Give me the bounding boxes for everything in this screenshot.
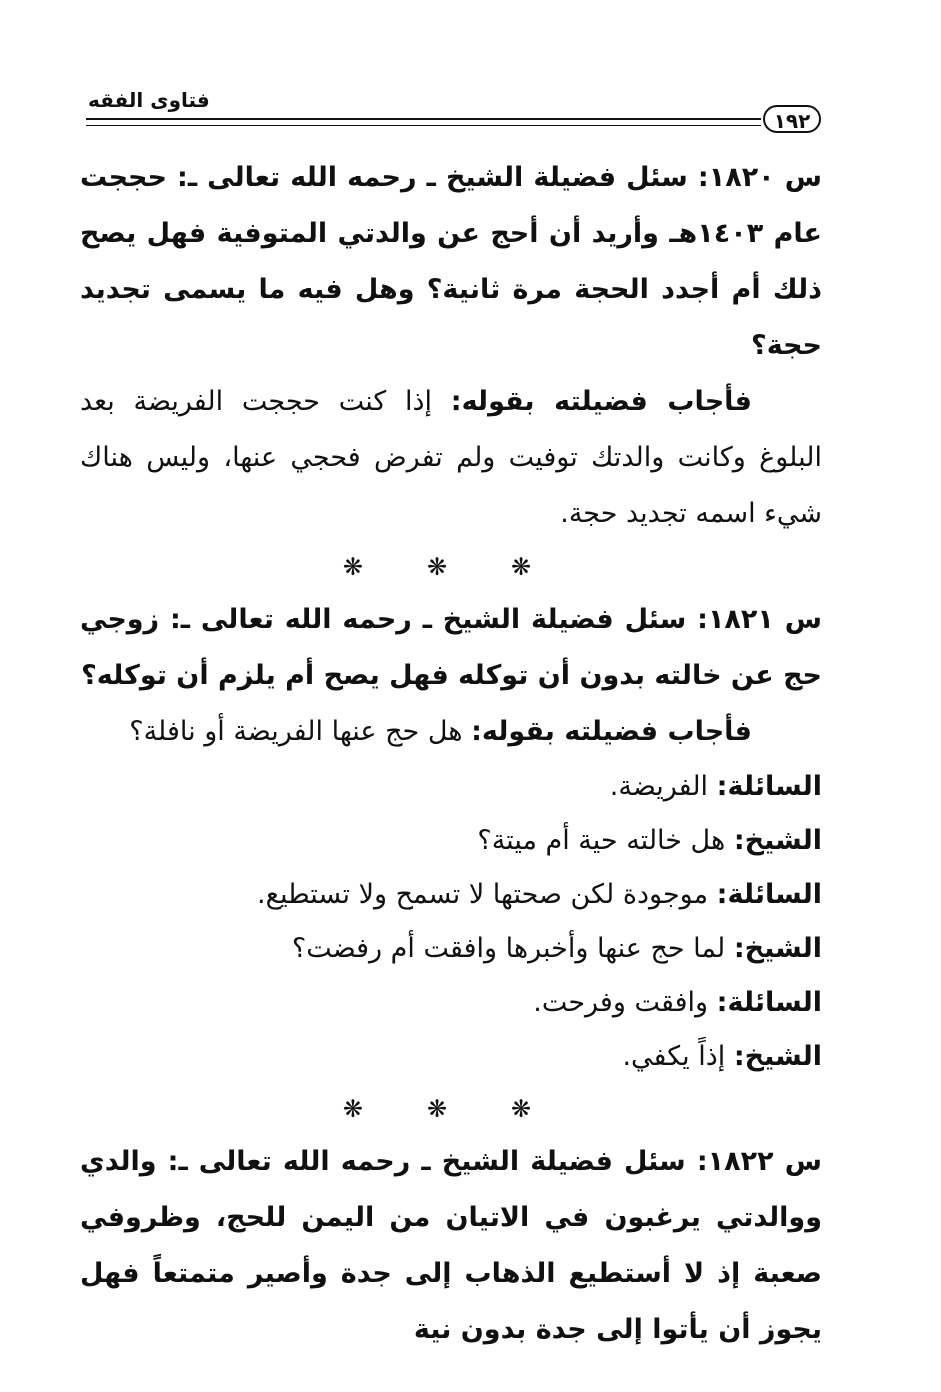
answer-1820 <box>80 374 822 542</box>
question-label: س ١٨٢٢: <box>696 1146 822 1177</box>
dialog-text: لما حج عنها وأخبرها وافقت أم رفضت؟ <box>291 933 726 964</box>
page-body <box>80 150 822 1358</box>
section-separator <box>80 542 822 592</box>
question-1821 <box>80 592 822 704</box>
speaker: الشيخ: <box>733 1041 822 1072</box>
dialog <box>80 760 822 1084</box>
answer-lead: فأجاب فضيلته بقوله: <box>450 386 752 417</box>
question-1822 <box>80 1134 822 1358</box>
dialog-text: هل خالته حية أم ميتة؟ <box>477 825 726 856</box>
running-header <box>86 88 821 138</box>
question-label: س ١٨٢٠: <box>697 162 822 193</box>
speaker: السائلة: <box>716 771 822 802</box>
dialog-line <box>80 760 822 814</box>
speaker: الشيخ: <box>733 933 822 964</box>
dialog-line <box>80 976 822 1030</box>
section-separator <box>80 1084 822 1134</box>
dialog-line <box>80 868 822 922</box>
dialog-line <box>80 814 822 868</box>
book-title: فتاوى الفقه <box>88 88 210 112</box>
page-number: ١٩٢ <box>763 105 821 133</box>
dialog-line <box>80 922 822 976</box>
star-ornament: ❋ <box>426 553 476 581</box>
answer-1821 <box>80 704 822 760</box>
header-rule <box>86 118 761 126</box>
answer-text: هل حج عنها الفريضة أو نافلة؟ <box>129 716 463 747</box>
question-text: سئل فضيلة الشيخ ـ رحمه الله تعالى ـ: حججت عام ١٤٠٣هـ وأريد أن أحج عن والدتي المتوفية فهل يصح ذلك أم أجدد الحجة مرة ثانية؟ وهل فيه ما يسمى تجديد حجة؟ <box>80 162 822 361</box>
star-ornament: ❋ <box>342 1095 391 1123</box>
dialog-text: موجودة لكن صحتها لا تسمح ولا تستطيع. <box>257 879 709 910</box>
speaker: السائلة: <box>716 879 822 910</box>
speaker: الشيخ: <box>733 825 822 856</box>
star-ornament: ❋ <box>426 1095 476 1123</box>
answer-lead: فأجاب فضيلته بقوله: <box>471 716 752 747</box>
question-1820 <box>80 150 822 374</box>
dialog-text: الفريضة. <box>609 771 709 802</box>
dialog-line <box>80 1030 822 1084</box>
star-ornament: ❋ <box>511 1095 560 1123</box>
question-text: سئل فضيلة الشيخ ـ رحمه الله تعالى ـ: زوجي حج عن خالته بدون أن توكله فهل يصح أم يلزم أن توكله؟ <box>80 604 822 691</box>
answer-text: إذا كنت حججت الفريضة بعد البلوغ وكانت والدتك توفيت ولم تفرض فحجي عنها، وليس هناك شيء اسمه تجديد حجة. <box>80 386 822 529</box>
question-label: س ١٨٢١: <box>697 604 822 635</box>
star-ornament: ❋ <box>342 553 391 581</box>
speaker: السائلة: <box>716 987 822 1018</box>
dialog-text: إذاً يكفي. <box>622 1041 726 1072</box>
dialog-text: وافقت وفرحت. <box>533 987 709 1018</box>
question-text: سئل فضيلة الشيخ ـ رحمه الله تعالى ـ: والدي ووالدتي يرغبون في الاتيان من اليمن للحج، وظروفي صعبة إذ لا أستطيع الذهاب إلى جدة وأصير متمتعاً فهل يجوز أن يأتوا إلى جدة بدون نية <box>80 1146 822 1345</box>
star-ornament: ❋ <box>511 553 560 581</box>
